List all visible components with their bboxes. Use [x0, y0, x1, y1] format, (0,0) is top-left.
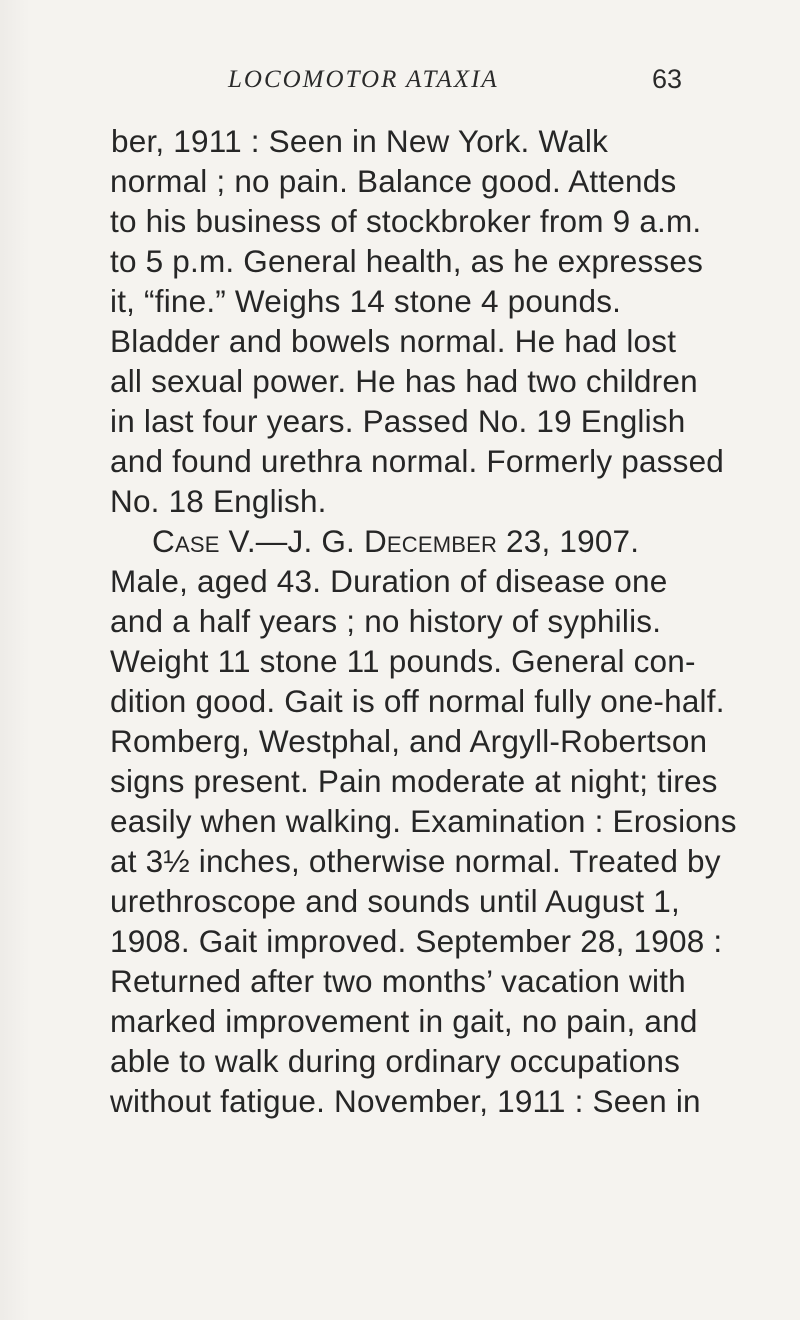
- text-line: marked improvement in gait, no pain, and: [110, 1003, 698, 1039]
- text-line: ber, 1911 : Seen in New York. Walk: [111, 123, 609, 159]
- text-line: in last four years. Passed No. 19 English: [110, 403, 686, 439]
- text-line: it, “fine.” Weighs 14 stone 4 pounds.: [110, 283, 622, 319]
- text-line: and a half years ; no history of syphilis.: [110, 603, 662, 639]
- text-line: normal ; no pain. Balance good. Attends: [110, 163, 677, 199]
- text-line: and found urethra normal. Formerly passed: [110, 443, 725, 479]
- text-line: Weight 11 stone 11 pounds. General con-: [110, 643, 696, 679]
- running-head: [0, 60, 800, 100]
- text-line: without fatigue. November, 1911 : Seen in: [110, 1083, 701, 1119]
- running-title: LOCOMOTOR ATAXIA: [228, 66, 499, 93]
- text-line: to his business of stockbroker from 9 a.m.: [110, 203, 702, 239]
- page-number: 63: [652, 64, 683, 94]
- text-line: Male, aged 43. Duration of disease one: [110, 563, 668, 599]
- text-line: urethroscope and sounds until August 1,: [110, 883, 680, 919]
- text-line: all sexual power. He has had two children: [110, 363, 698, 399]
- text-line: Bladder and bowels normal. He had lost: [110, 323, 677, 359]
- case-heading-line: Case V.—J. G. December 23, 1907.: [152, 523, 640, 559]
- text-line: 1908. Gait improved. September 28, 1908 :: [110, 923, 723, 959]
- text-line: easily when walking. Examination : Erosions: [110, 803, 737, 839]
- text-line: dition good. Gait is off normal fully one-half.: [110, 683, 725, 719]
- text-line: Romberg, Westphal, and Argyll-Robertson: [110, 723, 708, 759]
- text-line: able to walk during ordinary occupations: [110, 1043, 681, 1079]
- text-line: to 5 p.m. General health, as he expresses: [110, 243, 704, 279]
- text-line: at 3½ inches, otherwise normal. Treated by: [110, 843, 721, 879]
- text-line: Returned after two months’ vacation with: [110, 963, 686, 999]
- text-line: No. 18 English.: [110, 483, 327, 519]
- text-line: signs present. Pain moderate at night; tires: [110, 763, 718, 799]
